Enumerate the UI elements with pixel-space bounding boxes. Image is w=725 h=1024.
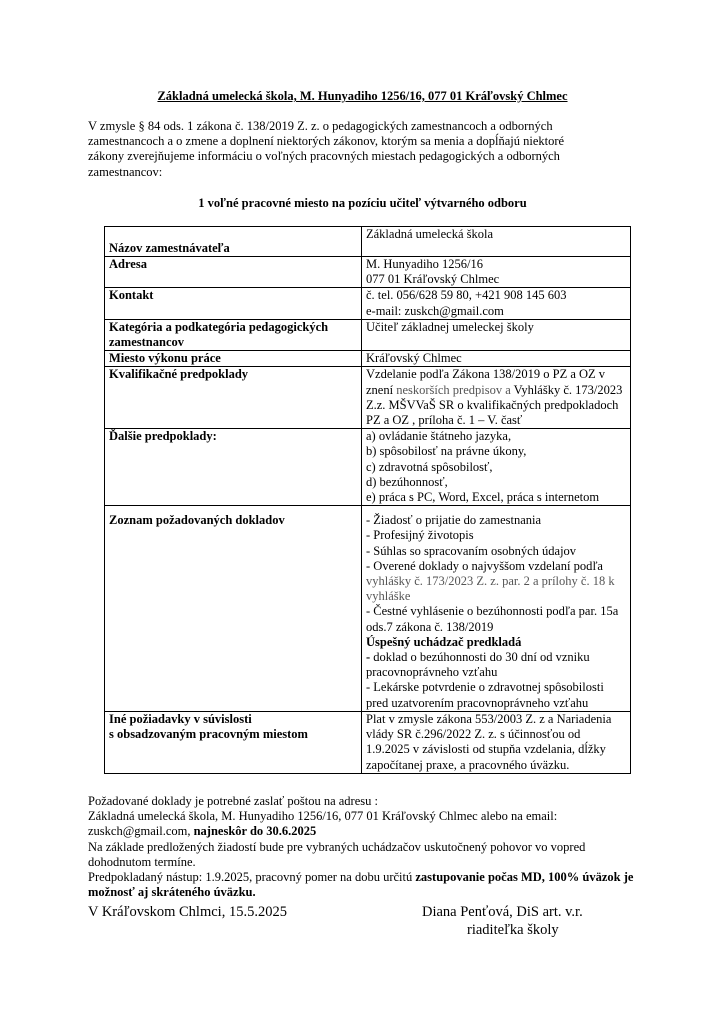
row-value: Plat v zmysle zákona 553/2003 Z. z a Nariadenia vlády SR č.296/2022 Z. z. s účinnosťou od 1.9.2025 v závislosti od stupňa vzdelania, dĺžky započítanej praxe, a pracovného úväzku.: [362, 711, 631, 773]
row-label: Kategória a podkategória pedagogických zamestnancov: [105, 319, 362, 350]
row-value: [362, 288, 631, 319]
row-value: [362, 367, 631, 429]
table-row: [105, 319, 631, 350]
intro-line: V zmysle § 84 ods. 1 zákona č. 138/2019 Z. z. o pedagogických zamestnancoch a odborných: [88, 119, 553, 133]
row-label: Kvalifikačné predpoklady: [105, 367, 362, 429]
list-item: - Overené doklady o najvyššom vzdelaní podľa: [366, 558, 603, 573]
contract-note: zastupovanie počas MD, 100% úväzok je možnosť aj skráteného úväzku.: [88, 870, 634, 900]
list-item: e) práca s PC, Word, Excel, práca s internetom: [366, 490, 600, 505]
table-row: [105, 351, 631, 367]
value-line: 077 01 Kráľovský Chlmec: [366, 272, 500, 287]
footer-line: [88, 824, 648, 839]
table-row: [105, 227, 631, 257]
value-text: neskorších predpisov a: [396, 382, 514, 397]
dash-mark: -: [366, 650, 374, 665]
row-value: Kráľovský Chlmec: [362, 351, 631, 367]
value-line: č. tel. 056/628 59 80, +421 908 145 603: [366, 288, 567, 303]
table-row: [105, 367, 631, 429]
intro-line: zamestnancov:: [88, 164, 163, 179]
list-item: - Žiadosť o prijatie do zamestnania: [366, 513, 542, 528]
row-value: [362, 429, 631, 506]
list-item: c) zdravotná spôsobilosť,: [366, 459, 493, 474]
table-row: [105, 257, 631, 288]
row-label: Adresa: [105, 257, 362, 288]
list-item: b) spôsobilosť na právne úkony,: [366, 444, 527, 459]
signatory-role: riaditeľka školy: [467, 922, 559, 938]
row-value: [362, 257, 631, 288]
row-label: Kontakt: [105, 288, 362, 319]
row-label: Miesto výkonu práce: [105, 351, 362, 367]
list-item-text: doklad o bezúhonnosti do 30 dní od vzniku pracovnoprávneho vzťahu: [366, 650, 590, 680]
list-item: - Profesijný životopis: [366, 528, 474, 543]
signature-block: [88, 904, 648, 938]
row-label: Ďalšie predpoklady:: [105, 429, 362, 506]
footer-line: Požadované doklady je potrebné zaslať poštou na adresu :: [88, 794, 378, 808]
footer-line: Na základe predložených žiadostí bude pre vybraných uchádzačov uskutočnený pohovor vo vopred dohodnutom termíne.: [88, 839, 586, 869]
section-heading: Úspešný uchádzač predkladá: [366, 634, 522, 649]
table-row: [105, 429, 631, 506]
row-value: [362, 506, 631, 712]
intro-line: zamestnancoch a o zmene a doplnení niektorých zákonov, ktorým sa menia a dopĺňajú niektoré: [88, 134, 565, 149]
table-row: [105, 506, 631, 712]
list-item: d) bezúhonnosť,: [366, 474, 448, 489]
label-line: s obsadzovaným pracovným miestom: [109, 727, 308, 742]
value-text: Vzdelanie podľa Zákona 138/2019 o PZ a OZ v znení: [366, 367, 606, 397]
intro-paragraph: [88, 119, 643, 180]
value-line: M. Hunyadiho 1256/16: [366, 257, 484, 271]
start-date-text: Predpokladaný nástup: 1.9.2025, pracovný pomer na dobu určitú: [88, 870, 416, 885]
list-item: - Súhlas so spracovaním osobných údajov: [366, 543, 577, 558]
row-value: Učiteľ základnej umeleckej školy: [362, 319, 631, 350]
value-text: Vyhlášky č. 173/2023 Z.z. MŠVVaŠ SR o kvalifikačných predpokladoch PZ a OZ , príloha č. 1 – V. časť: [366, 382, 623, 428]
footer-line: Základná umelecká škola, M. Hunyadiho 1256/16, 077 01 Kráľovský Chlmec alebo na email:: [88, 809, 558, 824]
job-info-table: [104, 226, 631, 774]
row-label: Zoznam požadovaných dokladov: [105, 506, 362, 712]
signatory-name: Diana Penťová, DiS art. v.r.: [422, 904, 583, 920]
table-row: [105, 288, 631, 319]
email-text: zuskch@gmail.com,: [88, 824, 194, 839]
label-line: Iné požiadavky v súvislosti: [109, 711, 252, 726]
row-value: Základná umelecká škola: [362, 227, 631, 257]
footer-line: [88, 870, 648, 900]
intro-line: zákony zverejňujeme informáciu o voľných pracovných miestach pedagogických a odborných: [88, 149, 560, 164]
list-item: [366, 650, 626, 680]
email-text: e-mail: zuskch@gmail.com: [366, 303, 504, 318]
list-item: a) ovládanie štátneho jazyka,: [366, 429, 512, 444]
document-title: Základná umelecká škola, M. Hunyadiho 1256/16, 077 01 Kráľovský Chlmec: [157, 89, 568, 103]
deadline-text: najneskôr do 30.6.2025: [193, 824, 317, 839]
list-item: vyhlášky č. 173/2023 Z. z. par. 2 a prílohy č. 18 k vyhláške: [366, 574, 615, 604]
row-label: [105, 711, 362, 773]
footer-text: [88, 794, 648, 900]
table-row: [105, 711, 631, 773]
list-item: - Lekárske potvrdenie o zdravotnej spôsobilosti pred uzatvorením pracovnoprávneho vzťahu: [366, 680, 604, 710]
list-item: - Čestné vyhlásenie o bezúhonnosti podľa par. 15a ods.7 zákona č. 138/2019: [366, 604, 619, 634]
place-date: V Kráľovskom Chlmci, 15.5.2025: [88, 904, 287, 920]
position-subtitle: 1 voľné pracovné miesto na pozíciu učiteľ výtvarného odboru: [198, 196, 527, 210]
row-label: Názov zamestnávateľa: [105, 227, 362, 257]
